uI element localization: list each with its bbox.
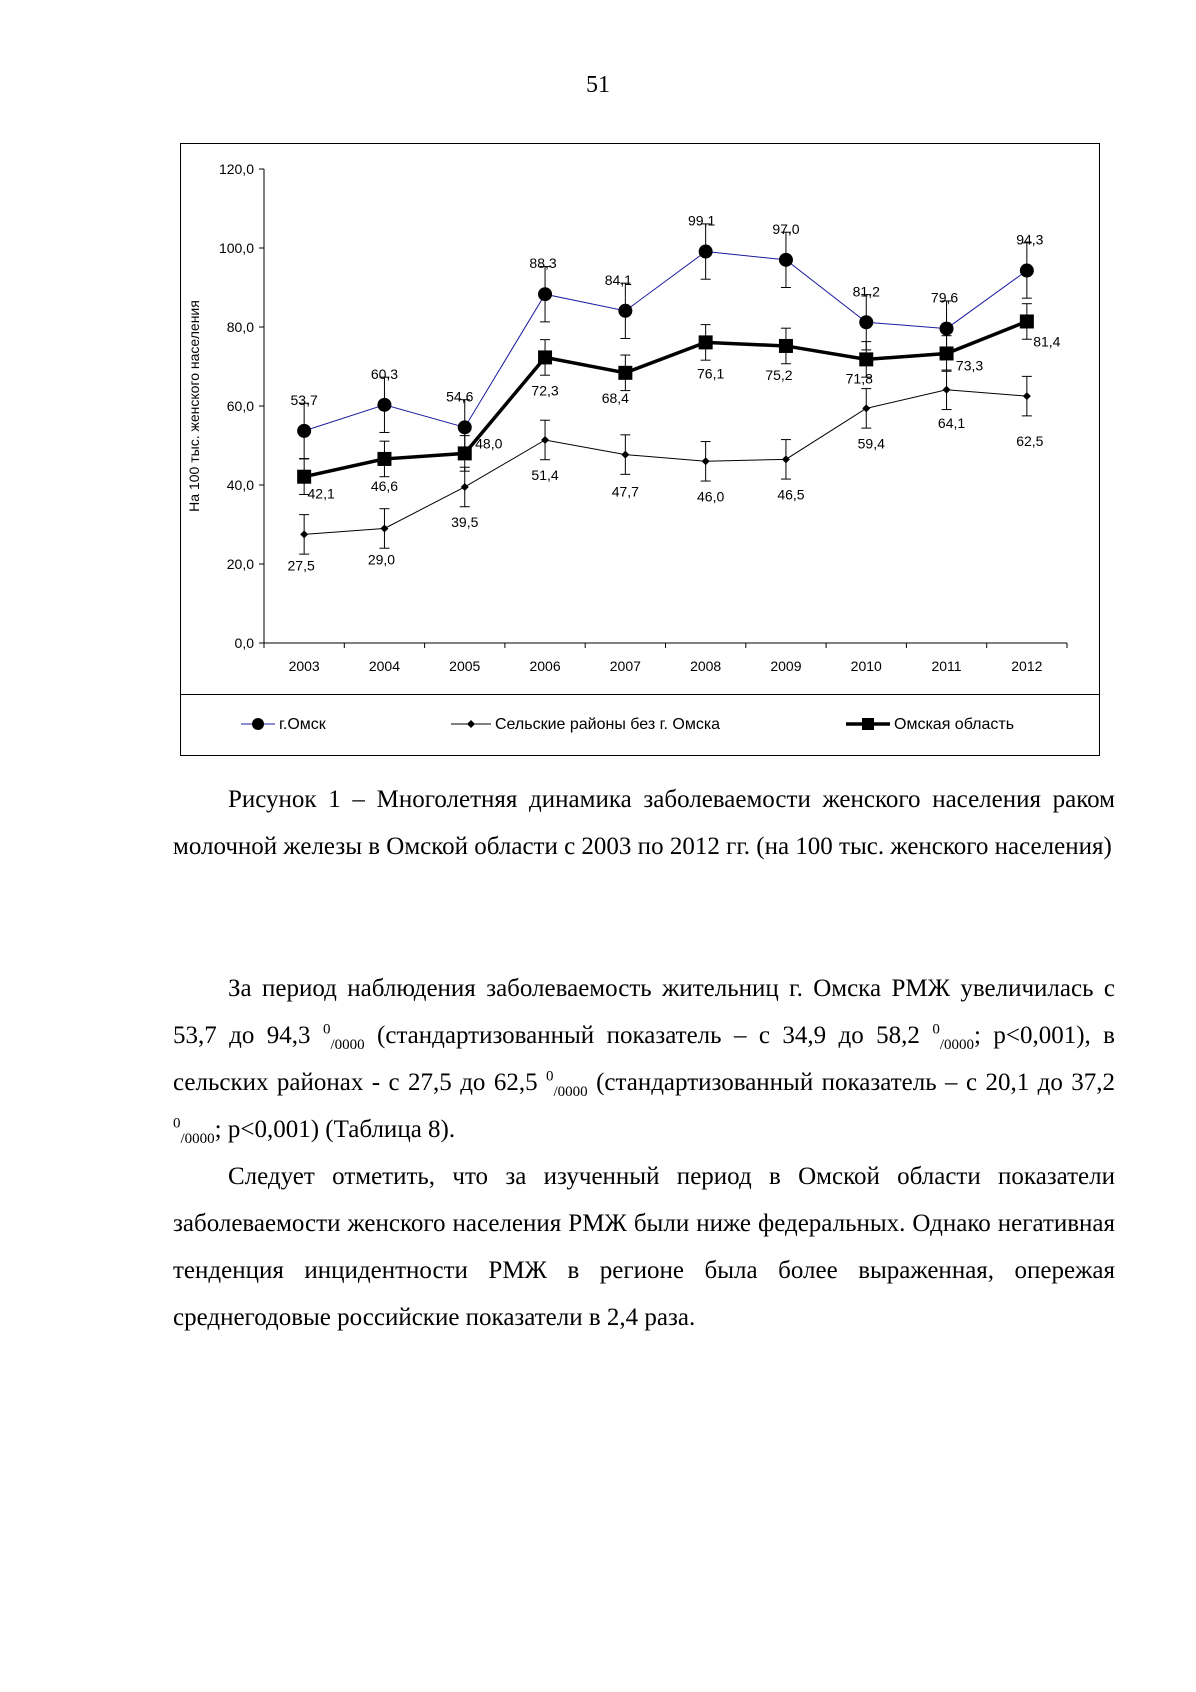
data-label: 46,6 [370,477,399,494]
series-point [940,346,954,360]
series-point [541,436,549,444]
y-axis-label: На 100 тыс. женского населения [186,300,202,512]
data-label: 62,5 [1016,433,1044,450]
series-point [377,398,391,412]
series-point [699,335,713,349]
data-label: 81,2 [852,283,880,300]
series-point [621,451,629,459]
series-point [618,366,632,380]
data-label: 84,1 [604,271,632,288]
paragraph-2: Следует отметить, что за изученный период в Омской области показатели заболеваемости женского населения РМЖ были ниже федеральных. Однако негативная тенденция инцидентности РМЖ в регионе была более выраженная, опережая среднегодовые российские показатели в 2,4 раза. [173,1163,1115,1331]
x-tick-label: 2012 [1011,658,1043,674]
caption-text: Рисунок 1 – Многолетняя динамика заболеваемости женского населения раком молочной железы в Омской области с 2003 по 2012 гг. (на 100 тыс. женского населения) [173,786,1115,860]
x-tick-label: 2003 [288,658,320,674]
series-line [304,321,1027,476]
series-line [304,390,1027,535]
x-tick-label: 2009 [770,658,802,674]
body-text [173,965,1115,1341]
page-number: 51 [586,72,610,98]
series-point [699,245,713,259]
data-label: 88,3 [529,255,557,272]
data-label: 76,1 [697,365,725,382]
line-chart [181,144,1101,757]
series-point [300,530,308,538]
legend-marker [252,718,264,730]
data-label: 81,4 [1033,333,1061,350]
y-tick-label: 40,0 [226,477,254,493]
y-tick-label: 60,0 [226,398,254,414]
series-point [862,404,870,412]
x-tick-label: 2005 [449,658,481,674]
series-point [1023,392,1031,400]
data-label: 79,6 [930,289,959,306]
data-label: 39,5 [451,513,479,530]
series-point [782,455,790,463]
series-point [377,452,391,466]
data-label: 94,3 [1016,231,1044,248]
data-label: 46,5 [777,486,805,503]
data-label: 27,5 [287,557,315,574]
y-tick-label: 100,0 [218,240,254,256]
x-tick-label: 2011 [931,658,962,674]
series-point [1020,264,1034,278]
data-label: 73,3 [955,357,984,374]
series-point [458,420,472,434]
data-label: 64,1 [937,414,966,431]
legend-label: Омская область [894,716,1015,733]
data-label: 42,1 [307,485,335,502]
figure-caption [173,776,1115,870]
y-tick-label: 0,0 [234,635,254,651]
data-label: 46,0 [697,488,725,505]
y-tick-label: 80,0 [226,319,254,335]
series-point [380,524,388,532]
series-point [618,304,632,318]
data-label: 72,3 [531,382,559,399]
data-label: 59,4 [857,435,885,452]
data-label: 75,2 [765,366,793,383]
x-tick-label: 2008 [690,658,722,674]
series-point [538,350,552,364]
series-line [304,252,1027,431]
series-point [1020,314,1034,328]
legend-marker [862,718,874,730]
data-label: 47,7 [611,483,639,500]
data-label: 60,3 [370,365,399,382]
legend-label: Сельские районы без г. Омска [495,716,721,733]
data-label: 51,4 [531,466,559,483]
y-tick-label: 120,0 [218,161,254,177]
series-point [859,315,873,329]
series-point [297,424,311,438]
chart-figure [180,143,1100,756]
data-label: 68,4 [601,389,629,406]
data-label: 53,7 [290,391,318,408]
paragraph-1: За период наблюдения заболеваемость жительниц г. Омска РМЖ увеличилась с 53,7 до 94,3 $^0_{/0000}$ (стандартизованный показатель – с 34,9 до 58,2 $^0_{/0000}$; p<0,001), в сельских районах - с 27,5 до 62,5 $^0_{/0000}$ (стандартизованный показатель – с 20,1 до 37,2 $^0_{/0000}$; p<0,001) (Таблица 8). [173,975,1116,1147]
series-point [458,446,472,460]
x-tick-label: 2006 [529,658,561,674]
series-point [297,470,311,484]
x-tick-label: 2010 [850,658,882,674]
series-point [779,253,793,267]
data-label: 99,1 [688,212,716,229]
series-point [538,287,552,301]
x-tick-label: 2004 [368,658,401,674]
data-label: 71,8 [845,370,873,387]
series-point [943,386,951,394]
legend-label: г.Омск [279,716,326,733]
series-point [461,483,469,491]
data-label: 97,0 [772,220,800,237]
y-tick-label: 20,0 [226,556,254,572]
legend-marker [467,720,475,728]
data-label: 29,0 [367,551,396,568]
series-point [859,352,873,366]
series-point [779,339,793,353]
data-label: 48,0 [475,435,503,452]
legend-divider [181,694,1099,695]
series-point [940,322,954,336]
x-tick-label: 2007 [609,658,641,674]
data-label: 54,6 [446,388,474,405]
series-point [702,457,710,465]
